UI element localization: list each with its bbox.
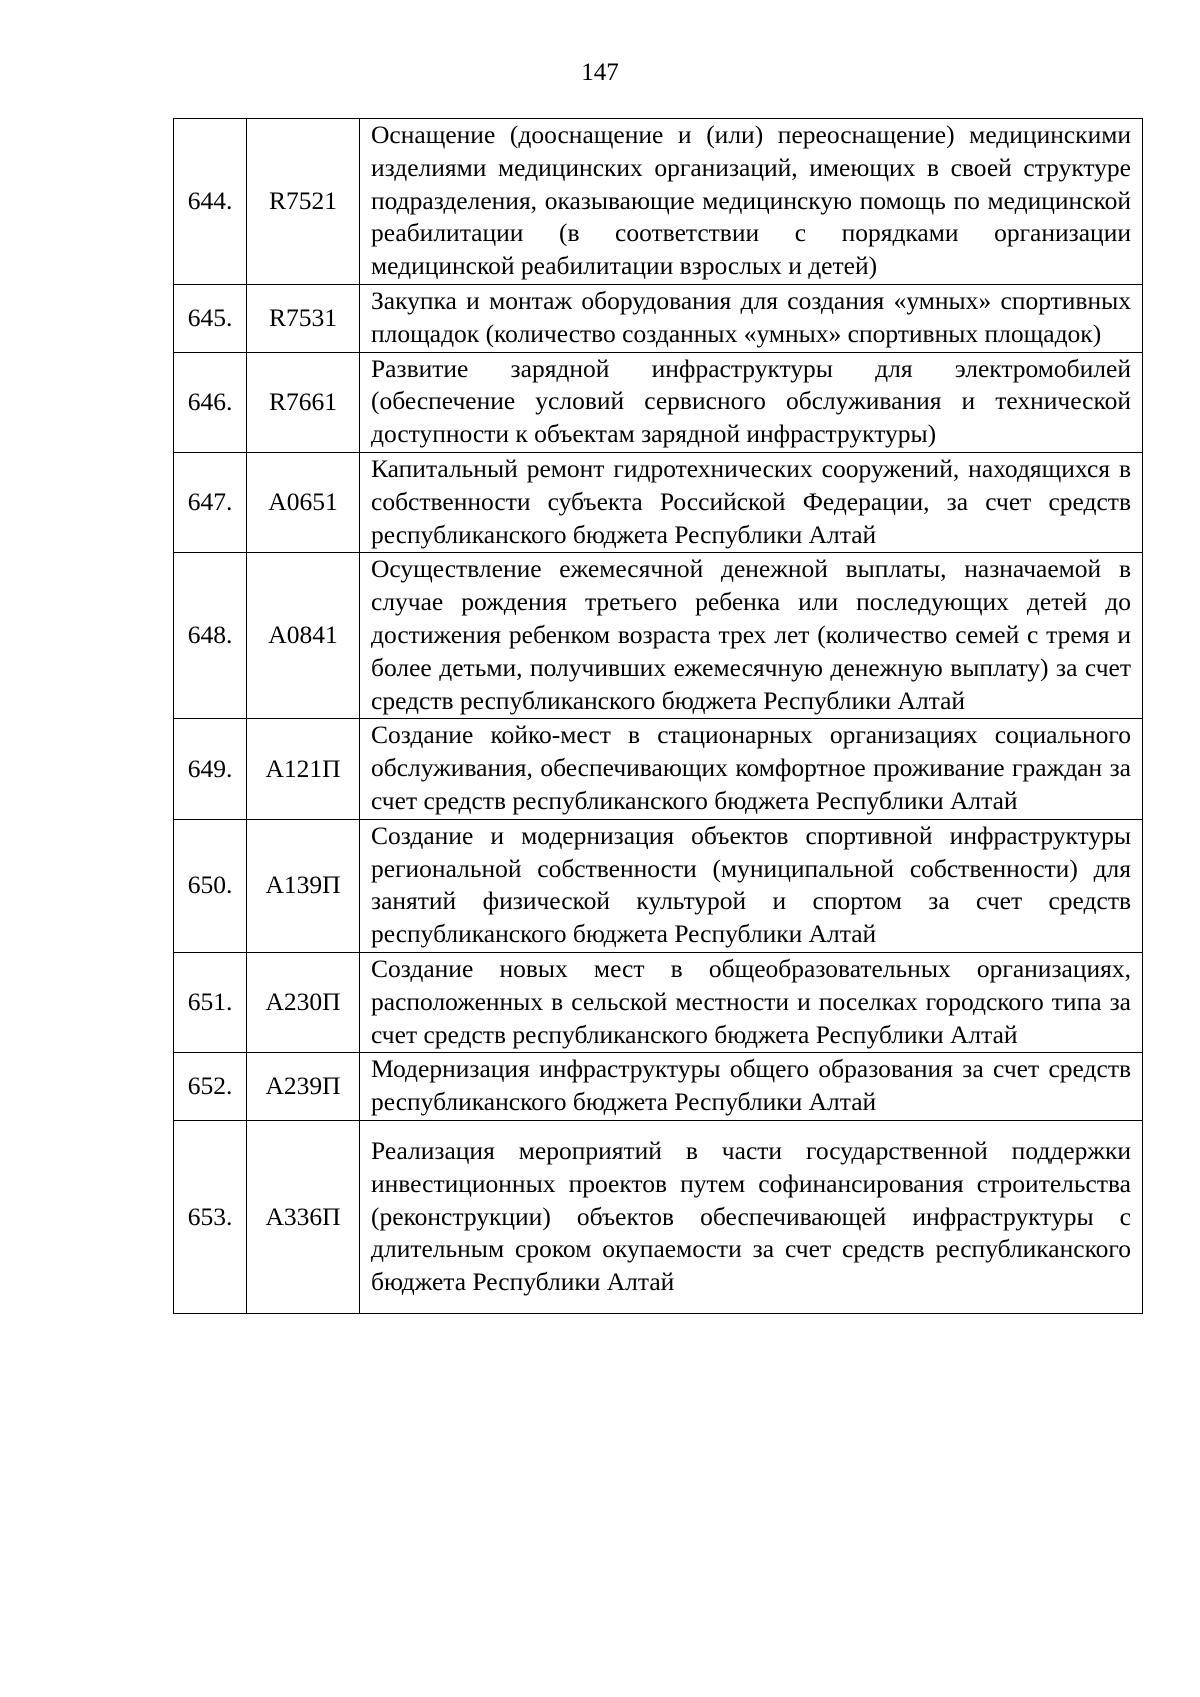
- code-cell: R7521: [247, 119, 360, 285]
- table-row: [174, 1120, 1143, 1313]
- row-number-cell: 650.: [174, 819, 247, 952]
- table-row: [174, 119, 1143, 285]
- row-number-cell: 645.: [174, 284, 247, 352]
- description-cell: Модернизация инфраструктуры общего образования за счет средств республиканского бюджета Республики Алтай: [360, 1053, 1143, 1121]
- description-cell: Развитие зарядной инфраструктуры для электромобилей (обеспечение условий сервисного обслуживания и технической доступности к объектам зарядной инфраструктуры): [360, 352, 1143, 452]
- description-cell: Оснащение (дооснащение и (или) переоснащение) медицинскими изделиями медицинских организаций, имеющих в своей структуре подразделения, оказывающие медицинскую помощь по медицинской реабилитации (в соответствии с порядками организации медицинской реабилитации взрослых и детей): [360, 119, 1143, 285]
- code-cell: А0841: [247, 553, 360, 719]
- code-cell: А239П: [247, 1053, 360, 1121]
- code-cell: А230П: [247, 952, 360, 1052]
- row-number-cell: 652.: [174, 1053, 247, 1121]
- code-cell: R7531: [247, 284, 360, 352]
- code-cell: А121П: [247, 719, 360, 819]
- budget-codes-table: [173, 118, 1143, 1314]
- description-cell: Реализация мероприятий в части государственной поддержки инвестиционных проектов путем софинансирования строительства (реконструкции) объектов обеспечивающей инфраструктуры с длительным сроком окупаемости за счет средств республиканского бюджета Республики Алтай: [360, 1120, 1143, 1313]
- code-cell: А336П: [247, 1120, 360, 1313]
- row-number-cell: 648.: [174, 553, 247, 719]
- table-row: [174, 452, 1143, 552]
- table-row: [174, 819, 1143, 952]
- description-cell: Осуществление ежемесячной денежной выплаты, назначаемой в случае рождения третьего ребенка или последующих детей до достижения ребенком возраста трех лет (количество семей с тремя и более детьми, получивших ежемесячную денежную выплату) за счет средств республиканского бюджета Республики Алтай: [360, 553, 1143, 719]
- row-number-cell: 644.: [174, 119, 247, 285]
- table-row: [174, 719, 1143, 819]
- description-cell: Капитальный ремонт гидротехнических сооружений, находящихся в собственности субъекта Российской Федерации, за счет средств республиканского бюджета Республики Алтай: [360, 452, 1143, 552]
- code-cell: А0651: [247, 452, 360, 552]
- row-number-cell: 646.: [174, 352, 247, 452]
- description-cell: Закупка и монтаж оборудования для создания «умных» спортивных площадок (количество созданных «умных» спортивных площадок): [360, 284, 1143, 352]
- code-cell: А139П: [247, 819, 360, 952]
- table-body: [174, 119, 1143, 1314]
- table-row: [174, 352, 1143, 452]
- page-number: 147: [581, 59, 619, 86]
- table-row: [174, 1053, 1143, 1121]
- code-cell: R7661: [247, 352, 360, 452]
- row-number-cell: 651.: [174, 952, 247, 1052]
- table-row: [174, 553, 1143, 719]
- row-number-cell: 647.: [174, 452, 247, 552]
- table-row: [174, 284, 1143, 352]
- row-number-cell: 649.: [174, 719, 247, 819]
- table-row: [174, 952, 1143, 1052]
- row-number-cell: 653.: [174, 1120, 247, 1313]
- description-cell: Создание койко-мест в стационарных организациях социального обслуживания, обеспечивающих комфортное проживание граждан за счет средств республиканского бюджета Республики Алтай: [360, 719, 1143, 819]
- description-cell: Создание новых мест в общеобразовательных организациях, расположенных в сельской местности и поселках городского типа за счет средств республиканского бюджета Республики Алтай: [360, 952, 1143, 1052]
- description-cell: Создание и модернизация объектов спортивной инфраструктуры региональной собственности (муниципальной собственности) для занятий физической культурой и спортом за счет средств республиканского бюджета Республики Алтай: [360, 819, 1143, 952]
